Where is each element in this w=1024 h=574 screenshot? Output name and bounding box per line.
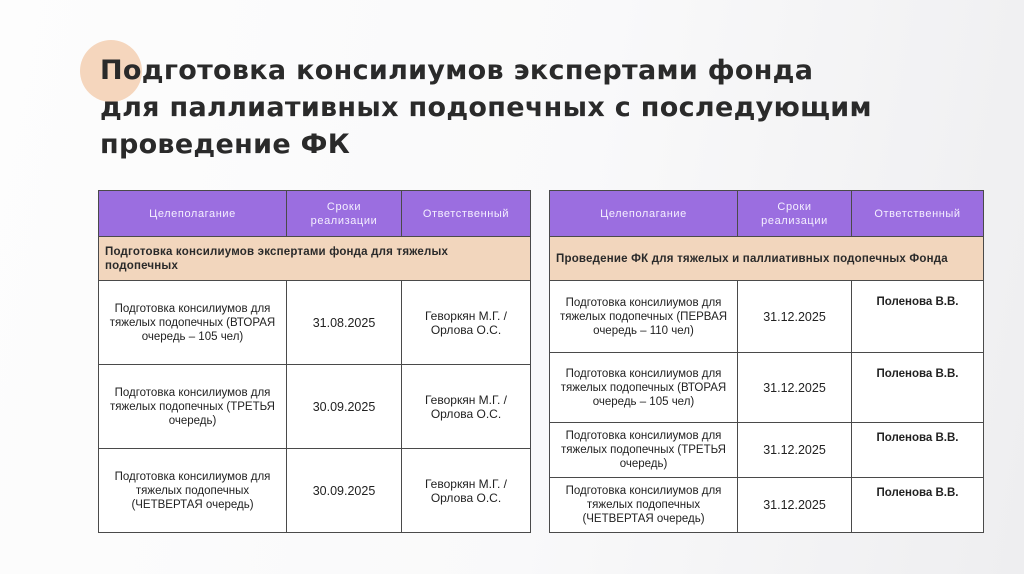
section-row — [550, 237, 984, 281]
header-deadline: Сроки реализации — [738, 191, 852, 237]
responsible-cell: Поленова В.В. — [852, 353, 984, 423]
task-cell: Подготовка консилиумов для тяжелых подопечных (ТРЕТЬЯ очередь) — [550, 423, 738, 478]
date-cell: 31.12.2025 — [738, 281, 852, 353]
task-cell: Подготовка консилиумов для тяжелых подопечных (ВТОРАЯ очередь – 105 чел) — [550, 353, 738, 423]
responsible-cell: Поленова В.В. — [852, 281, 984, 353]
title-line-3: проведение ФК — [100, 129, 351, 160]
table-row — [99, 281, 531, 365]
section-title: Подготовка консилиумов экспертами фонда для тяжелых подопечных — [99, 237, 531, 281]
responsible-cell: Геворкян М.Г. / Орлова О.С. — [402, 281, 531, 365]
date-cell: 31.12.2025 — [738, 423, 852, 478]
table-row — [99, 365, 531, 449]
responsible-cell: Поленова В.В. — [852, 478, 984, 533]
slide-title — [100, 52, 960, 163]
date-cell: 31.08.2025 — [287, 281, 402, 365]
header-responsible: Ответственный — [402, 191, 531, 237]
responsible-cell: Геворкян М.Г. / Орлова О.С. — [402, 449, 531, 533]
header-deadline: Сроки реализации — [287, 191, 402, 237]
table-row — [99, 449, 531, 533]
date-cell: 30.09.2025 — [287, 365, 402, 449]
table-row — [550, 478, 984, 533]
section-row — [99, 237, 531, 281]
date-cell: 31.12.2025 — [738, 353, 852, 423]
section-title: Проведение ФК для тяжелых и паллиативных подопечных Фонда — [550, 237, 984, 281]
date-cell: 30.09.2025 — [287, 449, 402, 533]
task-cell: Подготовка консилиумов для тяжелых подопечных (ТРЕТЬЯ очередь) — [99, 365, 287, 449]
title-line-2: для паллиативных подопечных с последующим — [100, 92, 872, 123]
table-row — [550, 353, 984, 423]
responsible-cell: Поленова В.В. — [852, 423, 984, 478]
family-conference-table — [549, 190, 984, 533]
task-cell: Подготовка консилиумов для тяжелых подопечных (ЧЕТВЕРТАЯ очередь) — [550, 478, 738, 533]
responsible-cell: Геворкян М.Г. / Орлова О.С. — [402, 365, 531, 449]
header-goal: Целеполагание — [550, 191, 738, 237]
header-row — [99, 191, 531, 237]
header-responsible: Ответственный — [852, 191, 984, 237]
task-cell: Подготовка консилиумов для тяжелых подопечных (ЧЕТВЕРТАЯ очередь) — [99, 449, 287, 533]
header-row — [550, 191, 984, 237]
date-cell: 31.12.2025 — [738, 478, 852, 533]
table-row — [550, 281, 984, 353]
task-cell: Подготовка консилиумов для тяжелых подопечных (ПЕРВАЯ очередь – 110 чел) — [550, 281, 738, 353]
table-row — [550, 423, 984, 478]
header-goal: Целеполагание — [99, 191, 287, 237]
consilium-preparation-table — [98, 190, 531, 533]
title-line-1: Подготовка консилиумов экспертами фонда — [100, 55, 814, 86]
task-cell: Подготовка консилиумов для тяжелых подопечных (ВТОРАЯ очередь – 105 чел) — [99, 281, 287, 365]
